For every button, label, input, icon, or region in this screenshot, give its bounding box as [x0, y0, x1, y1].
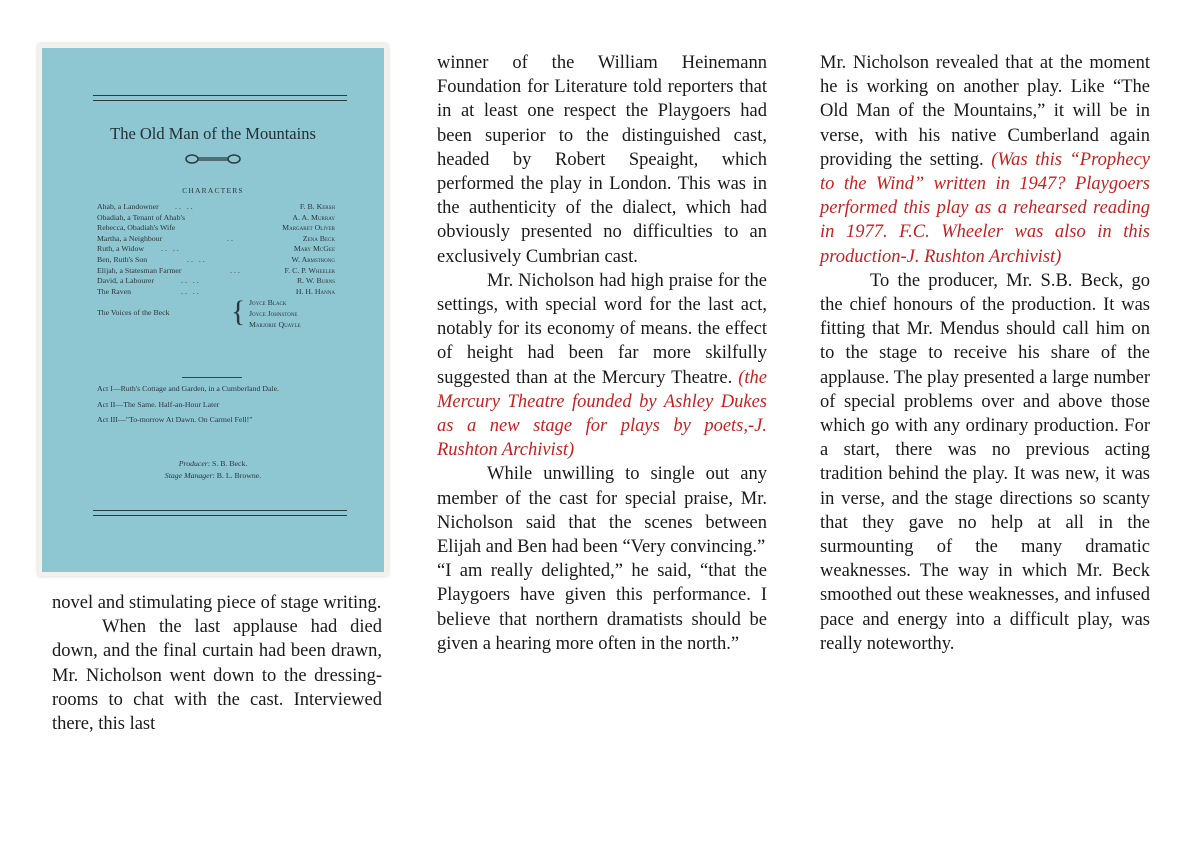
- brace-icon: {: [231, 295, 246, 329]
- cast-row: Ben, Ruth's Son .. .. W. Armstrong: [97, 254, 335, 264]
- paragraph: While unwilling to single out any member of the cast for special praise, Mr. Nicholson said that the scenes between Elijah and Ben had been “Very convincing.”: [437, 464, 767, 558]
- divider: [182, 377, 242, 378]
- text-column-1: [52, 591, 382, 736]
- programme-title: The Old Man of the Mountains: [110, 124, 316, 143]
- act-line: Act I—Ruth's Cottage and Garden, in a Cumberland Dale.: [97, 384, 279, 393]
- paragraph: To the producer, Mr. S.B. Beck, go the chief honours of the production. It was fitting that Mr. Mendus should call him on to the stage to receive his share of the applause. The play presented a large number of special problems over and above those which go with any ordinary production. For a start, there was no previous acting tradition behind the play. It was new, it was in verse, and the stage directions so scanty that they gave no help at all in the surmounting of the many dramatic weaknesses. The way in which Mr. Beck smoothed out these weaknesses, and infused pace and energy into a difficult play, was really noteworthy.: [820, 270, 1150, 654]
- paragraph: Mr. Nicholson had high praise for the settings, with special word for the last act, notably for its economy of means. the effect of height had been far more skilfully suggested than at the Mercury Theatre. (the Mercury Theatre founded by Ashley Dukes as a new stage for plays by poets,-J. Rushton Archivist): [437, 270, 767, 461]
- act-line: Act III—"To-morrow At Dawn. On Carmel Fell!": [97, 415, 253, 424]
- programme-card: [42, 48, 384, 572]
- cast-row: Elijah, a Statesman Farmer ... F. C. P. Wheeler: [97, 265, 335, 275]
- paragraph: novel and stimulating piece of stage writing.: [52, 593, 382, 613]
- cast-list: [97, 202, 335, 331]
- bottom-rule-2: [93, 515, 347, 516]
- cast-row: Ruth, a Widow .. .. Mary McGee: [97, 244, 335, 254]
- bottom-rule: [93, 510, 347, 511]
- cast-row: Obadiah, a Tenant of Ahab's A. A. Murray: [97, 212, 335, 222]
- cast-row: The Raven .. .. H. H. Hanna: [97, 286, 335, 296]
- acts-list: [97, 384, 337, 431]
- cast-row: Martha, a Neighbour .. Zena Beck: [97, 233, 335, 243]
- text-column-3: [820, 51, 1150, 656]
- top-rule-2: [93, 100, 347, 101]
- text-column-2: [437, 51, 767, 656]
- characters-heading: CHARACTERS: [182, 186, 244, 195]
- act-line: Act II—The Same. Half-an-Hour Later: [97, 399, 220, 409]
- archivist-note: (Was this “Prophecy to the Wind” written in 1947? Playgoers performed this play as a rehearsed reading in 1977. F.C. Wheeler was also in this production-J. Rushton Archivist): [820, 149, 1151, 267]
- programme-image: [38, 44, 388, 576]
- cast-row: Rebecca, Obadiah's Wife Margaret Oliver: [97, 223, 335, 233]
- production-credits: Producer: S. B. Beck. Stage Manager: B. L. Browne.: [164, 459, 262, 480]
- cast-row: David, a Labourer .. .. R. W. Burns: [97, 276, 335, 286]
- voices-row: The Voices of the Beck { Joyce Black Joyce Johnstone Marjorie Quayle: [97, 295, 301, 330]
- cast-row: Ahab, a Landowner .. .. F. B. Kersh: [97, 202, 335, 211]
- archivist-note: (the Mercury Theatre founded by Ashley Dukes as a new stage for plays by poets,-J. Rushton Archivist): [437, 367, 767, 461]
- paragraph: winner of the William Heinemann Foundation for Literature told reporters that in at least one respect the Playgoers had been superior to the distinguished cast, headed by Robert Speaight, which performed the play in London. This was in the authenticity of the dialect, which had obviously presented no difficulties to an exclusively Cumbrian cast.: [437, 53, 767, 267]
- paragraph: “I am really delighted,” he said, “that the Playgoers have given this performance. I believe that northern dramatists should be given a hearing more often in the north.”: [437, 561, 767, 654]
- paragraph: Mr. Nicholson revealed that at the moment he is working on another play. Like “The Old Man of the Mountains,” it will be in verse, with his native Cumberland again providing the setting. (Was this “Prophecy to the Wind” written in 1947? Playgoers performed this play as a rehearsed reading in 1977. F.C. Wheeler was also in this production-J. Rushton Archivist): [820, 53, 1151, 267]
- top-rule: [93, 95, 347, 96]
- paragraph: When the last applause had died down, and the final curtain had been drawn, Mr. Nicholson went down to the dressing-rooms to chat with the cast. Interviewed there, this last: [52, 617, 382, 735]
- ornament-icon: [42, 152, 384, 171]
